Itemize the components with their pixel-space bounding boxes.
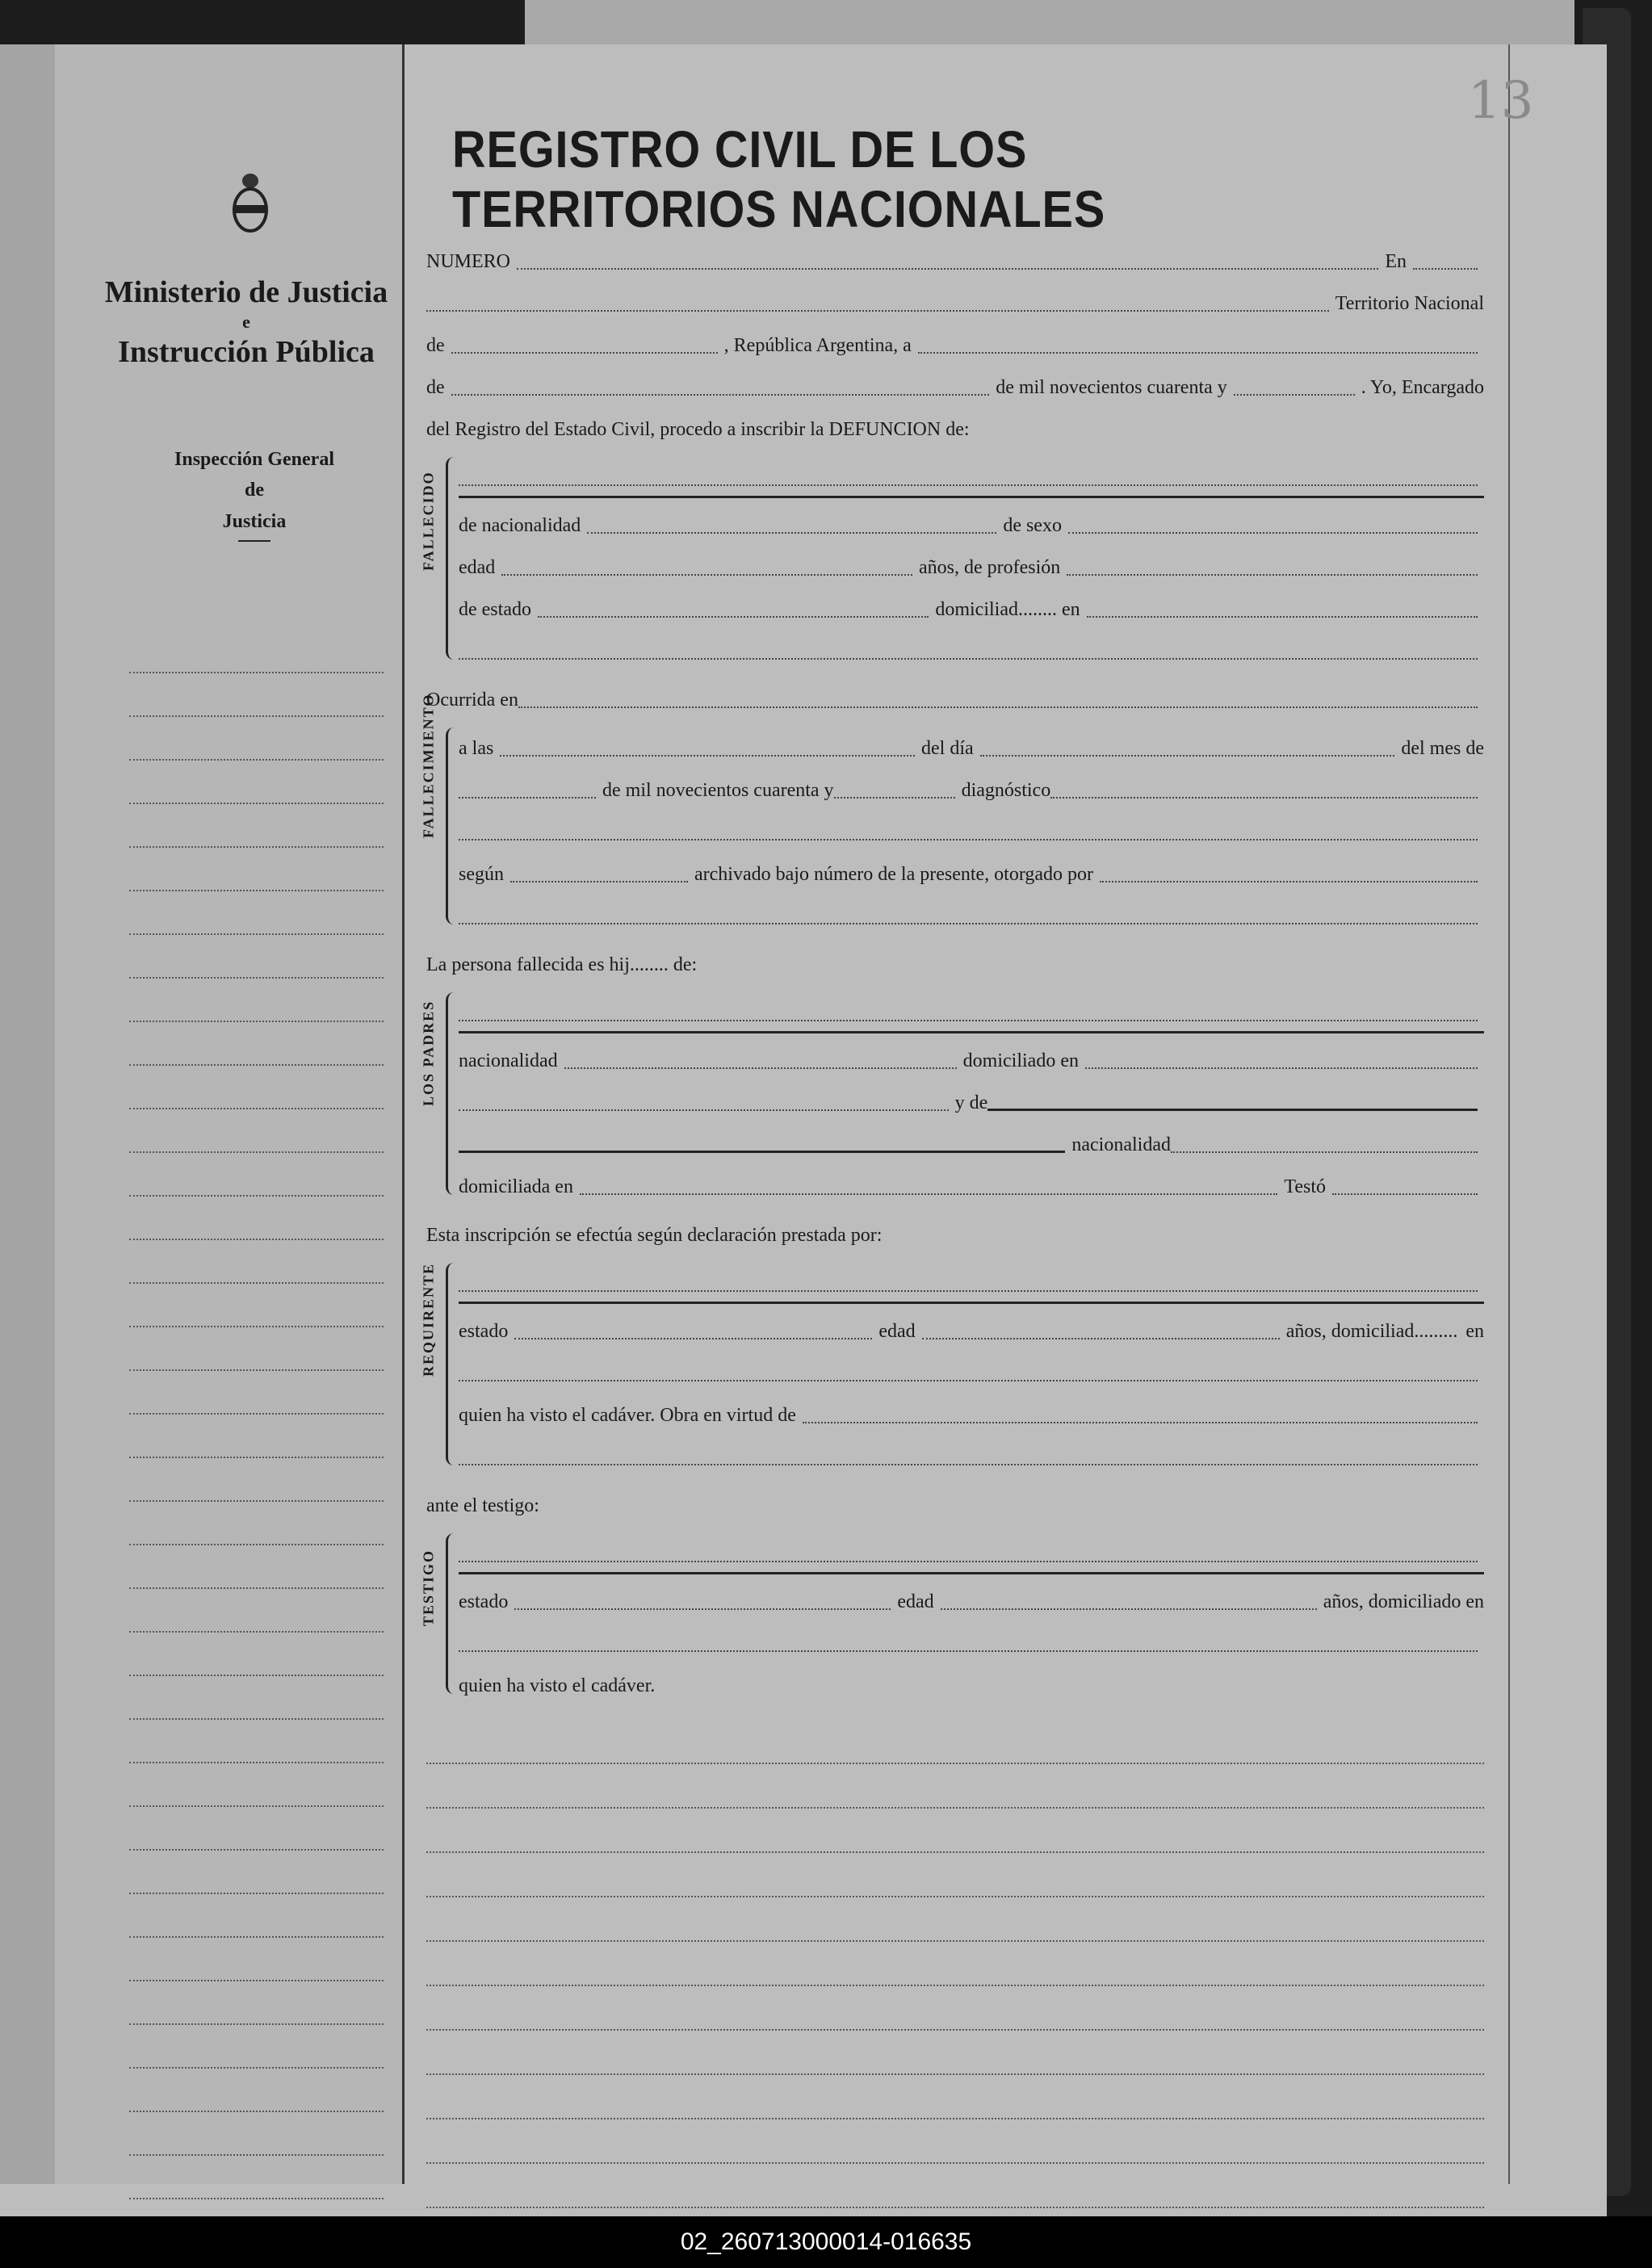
page-number: 13: [1468, 71, 1534, 131]
deceased-name-field[interactable]: [459, 484, 1478, 486]
sexo-field[interactable]: [1068, 532, 1478, 534]
inspection-line-1: Inspección General: [174, 449, 334, 470]
requirente-name-field[interactable]: [459, 1290, 1478, 1292]
margin-notes-lines: [129, 630, 384, 2243]
numero-label: NUMERO: [426, 251, 511, 272]
padres-section: [420, 986, 1484, 1201]
requirente-domicilio-field[interactable]: [459, 1380, 1478, 1381]
padres-label: LOS PADRES: [420, 1000, 437, 1106]
madre-name-field[interactable]: [987, 1109, 1478, 1111]
madre-domicilio-field[interactable]: [580, 1193, 1277, 1195]
territorio-label: Territorio Nacional: [1335, 293, 1484, 314]
padre-domicilio-field[interactable]: [1085, 1067, 1478, 1069]
form-title: REGISTRO CIVIL DE LOS TERRITORIOS NACIONALES: [452, 120, 1106, 238]
testigo-section: [420, 1527, 1485, 1700]
ante-line: [426, 1478, 1484, 1520]
edad-line: [459, 540, 1484, 582]
padre-name-field[interactable]: [459, 1020, 1478, 1021]
padres-brace: [446, 992, 456, 1195]
territorio-line: [426, 276, 1484, 318]
registro-line: [426, 402, 1484, 444]
testo-label: Testó: [1284, 1176, 1326, 1197]
testigo-quien-label: quien ha visto el cadáver.: [459, 1675, 656, 1696]
madre-domicilio-line: [459, 1159, 1484, 1201]
testigo-estado-field[interactable]: [514, 1608, 891, 1610]
en-field[interactable]: [1413, 268, 1478, 270]
testigo-estado-line: [459, 1574, 1484, 1616]
estado-line: [459, 582, 1484, 624]
archivado-label: archivado bajo número de la presente, otorgado por: [694, 864, 1094, 885]
testigo-label: TESTIGO: [420, 1549, 437, 1626]
profesion-label: años, de profesión: [919, 557, 1061, 578]
fallecido-section: [420, 451, 1484, 666]
binding-spine: [0, 44, 57, 2184]
estado-field[interactable]: [538, 616, 929, 618]
month-field[interactable]: [451, 394, 990, 396]
domicilio-field[interactable]: [1087, 616, 1478, 618]
ministry-heading: [97, 275, 396, 370]
requirente-extra-field[interactable]: [459, 1464, 1478, 1465]
inspection-heading: [145, 444, 363, 545]
padre-domicilio-label: domiciliado en: [962, 1050, 1079, 1071]
sexo-label: de sexo: [1003, 515, 1062, 536]
en-label: En: [1385, 251, 1407, 272]
testigo-name-line: [459, 1527, 1484, 1569]
requirente-domicilio-label: años, domiciliad.........: [1285, 1321, 1458, 1342]
numero-field[interactable]: [517, 268, 1378, 270]
registro-text: del Registro del Estado Civil, procedo a inscribir la DEFUNCION de:: [426, 419, 970, 440]
testigo-edad-label: edad: [897, 1591, 934, 1612]
madre-nacionalidad-line: [459, 1117, 1484, 1159]
fallecimiento-label: FALLECIMIENTO: [420, 693, 437, 838]
ocurrida-field[interactable]: [518, 706, 1478, 708]
yo-label: . Yo, Encargado: [1361, 377, 1484, 398]
nacionalidad-field[interactable]: [587, 532, 996, 534]
ministry-line-2: e: [242, 312, 250, 332]
nacionalidad-label: de nacionalidad: [459, 515, 581, 536]
de-label: de: [426, 335, 445, 356]
madre-intro-line: [459, 1075, 1484, 1117]
fallecido-extra-field[interactable]: [459, 658, 1478, 660]
inspection-divider: [238, 540, 270, 542]
testigo-name-field[interactable]: [459, 1561, 1478, 1562]
hijo-line: [426, 937, 1484, 979]
requirente-estado-line: [459, 1304, 1484, 1346]
inscripcion-text: Esta inscripción se efectúa según declaración prestada por:: [426, 1225, 883, 1246]
diagnostico-line: [459, 763, 1484, 805]
hijo-text: La persona fallecida es hij........ de:: [426, 954, 698, 975]
testigo-domicilio-label: años, domiciliado en: [1323, 1591, 1485, 1612]
ministry-line-1: Ministerio de Justicia: [104, 275, 388, 309]
del-dia-label: del día: [921, 738, 974, 759]
requirente-estado-label: estado: [459, 1321, 509, 1342]
inspection-line-3: Justicia: [222, 510, 287, 532]
requirente-estado-field[interactable]: [514, 1338, 872, 1339]
fallecimiento-extra-field[interactable]: [459, 923, 1478, 924]
year-field[interactable]: [1234, 394, 1355, 396]
testigo-edad-field[interactable]: [941, 1608, 1317, 1610]
madre-domicilio-label: domiciliada en: [459, 1176, 573, 1197]
year-label: de mil novecientos cuarenta y: [996, 377, 1227, 398]
coat-of-arms-icon: [230, 170, 270, 234]
requirente-quien-label: quien ha visto el cadáver. Obra en virtud de: [459, 1405, 796, 1426]
testigo-brace: [446, 1533, 456, 1694]
republica-line: [426, 318, 1484, 360]
requirente-brace: [446, 1263, 456, 1465]
a-las-label: a las: [459, 738, 494, 759]
edad-field[interactable]: [501, 574, 912, 576]
fallecido-label: FALLECIDO: [420, 470, 437, 571]
obra-field[interactable]: [803, 1422, 1478, 1423]
padre-nacionalidad-field[interactable]: [564, 1067, 957, 1069]
numero-line: [426, 234, 1484, 276]
requirente-domicilio-line: [459, 1346, 1484, 1388]
del-mes-label: del mes de: [1401, 738, 1484, 759]
segun-label: según: [459, 864, 504, 885]
place-field[interactable]: [451, 352, 718, 354]
anio-field[interactable]: [834, 797, 955, 799]
right-margin-rule: [1508, 44, 1510, 2184]
madre-nacionalidad-field[interactable]: [1171, 1151, 1478, 1153]
image-id-footer: 02_260713000014-016635: [0, 2216, 1652, 2268]
nacionalidad-line: [459, 498, 1484, 540]
padre-name-line: [459, 986, 1484, 1028]
segun-line: [459, 847, 1484, 889]
republica-label: , República Argentina, a: [723, 335, 912, 356]
day-field[interactable]: [918, 352, 1478, 354]
madre-nacionalidad-label: nacionalidad: [1071, 1134, 1171, 1155]
de-label-2: de: [426, 377, 445, 398]
requirente-edad-field[interactable]: [922, 1338, 1280, 1339]
padre-nacionalidad-label: nacionalidad: [459, 1050, 558, 1071]
otorgado-field[interactable]: [1100, 881, 1478, 882]
fallecimiento-brace: [446, 727, 456, 924]
death-registration-form: [420, 234, 1485, 1707]
diagnostico-label: diagnóstico: [961, 780, 1051, 801]
territorio-field[interactable]: [426, 310, 1329, 312]
fallecimiento-extra-line: [459, 889, 1484, 931]
madre-name-cont-field[interactable]: [459, 1151, 1065, 1153]
testigo-quien-line: [459, 1658, 1484, 1700]
testo-field[interactable]: [1332, 1193, 1478, 1195]
padre-domicilio-cont-field[interactable]: [459, 1109, 949, 1111]
certificado-field[interactable]: [510, 881, 688, 882]
year-line: [426, 360, 1484, 402]
y-de-label: y de: [954, 1092, 988, 1113]
diagnostico-field[interactable]: [1050, 797, 1478, 799]
ministry-line-3: Instrucción Pública: [118, 335, 375, 369]
estado-label: de estado: [459, 599, 531, 620]
profesion-field[interactable]: [1067, 574, 1478, 576]
requirente-extra-line: [459, 1430, 1484, 1472]
inspection-line-2: de: [245, 480, 264, 501]
inscripcion-line: [426, 1208, 1484, 1250]
testigo-domicilio-field[interactable]: [459, 1650, 1478, 1652]
domicilio-label: domiciliad........ en: [935, 599, 1080, 620]
ante-text: ante el testigo:: [426, 1495, 539, 1516]
requirente-label: REQUIRENTE: [420, 1262, 437, 1377]
edad-label: edad: [459, 557, 496, 578]
ocurrida-label: Ocurrida en: [426, 690, 518, 711]
deceased-name-line: [459, 451, 1484, 493]
testigo-estado-label: estado: [459, 1591, 509, 1612]
ocurrida-line: [426, 673, 1484, 715]
fallecido-extra-line: [459, 624, 1484, 666]
requirente-quien-line: [459, 1388, 1484, 1430]
anio-label: de mil novecientos cuarenta y: [602, 780, 834, 801]
padre-nacionalidad-line: [459, 1033, 1484, 1075]
requirente-name-line: [459, 1256, 1484, 1298]
dia-field[interactable]: [980, 755, 1395, 757]
requirente-edad-label: edad: [878, 1321, 916, 1342]
requirente-en-label: en: [1465, 1321, 1485, 1342]
requirente-section: [420, 1256, 1485, 1472]
fallecimiento-blank-field[interactable]: [459, 839, 1478, 841]
top-paper-edge: [525, 0, 1574, 48]
hora-field[interactable]: [500, 755, 915, 757]
observations-lines: [426, 1720, 1484, 2208]
testigo-domicilio-line: [459, 1616, 1484, 1658]
fallecimiento-blank-line: [459, 805, 1484, 847]
mes-field[interactable]: [459, 797, 596, 799]
fallecido-brace: [446, 457, 456, 660]
hora-line: [459, 721, 1484, 763]
